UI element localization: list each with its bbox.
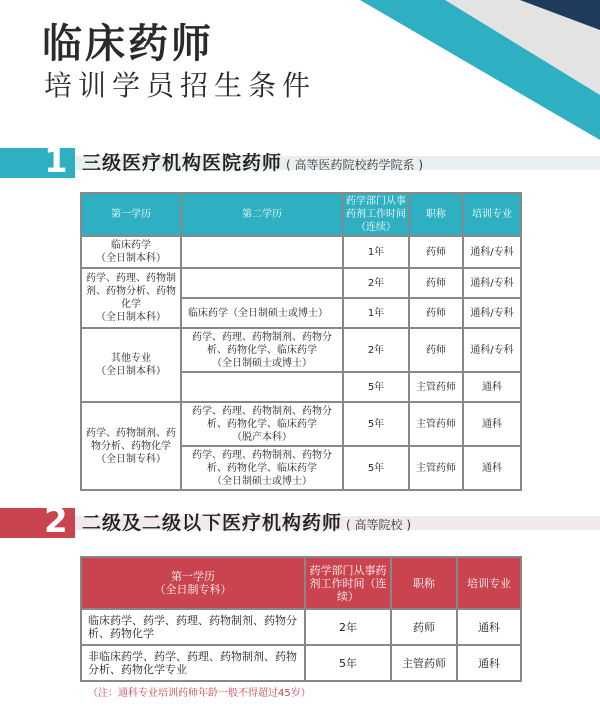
header-edu2: 第二学历 — [182, 194, 342, 235]
table-row — [82, 646, 520, 680]
cell-title: 药师 — [392, 610, 456, 644]
header-specialty: 培训专业 — [458, 558, 520, 608]
cell-work: 5年 — [344, 403, 408, 445]
table-row — [82, 269, 520, 297]
cell-title: 主管药师 — [392, 646, 456, 680]
header-specialty: 培训专业 — [464, 194, 520, 235]
header-edu1: 第一学历 — [82, 194, 180, 235]
cell-edu1: 药学、药理、药物制剂、药物分析、药物化学 （全日制本科） — [82, 269, 180, 327]
cell-title: 主管药师 — [410, 373, 462, 401]
cell-work: 2年 — [306, 610, 390, 644]
section1-number: 1 — [44, 141, 68, 181]
header-work: 药学部门从事药剂工作时间（连续） — [346, 196, 406, 233]
section1-table — [80, 192, 522, 491]
section2-table — [80, 556, 522, 682]
cell-specialty: 通科/专科 — [464, 329, 520, 371]
cell-title: 主管药师 — [410, 447, 462, 489]
section2-subtitle: ( 高等院校 ) — [346, 518, 412, 532]
cell-title: 药师 — [410, 299, 462, 327]
cell-work: 5年 — [344, 447, 408, 489]
footnote: （注：通科专业培训药师年龄一般不得超过45岁） — [88, 688, 311, 699]
cell-title: 药师 — [410, 237, 462, 267]
table-row — [82, 610, 520, 644]
cell-edu1: 药学、药物制剂、药物分析、药物化学 （全日制专科） — [82, 403, 180, 489]
cell-title: 药师 — [410, 329, 462, 371]
header-edu1: 第一学历 （全日制专科） — [82, 558, 304, 608]
cell-edu1: 其他专业 （全日制本科） — [82, 329, 180, 401]
page-title: 临床药师 — [42, 21, 214, 67]
cell-edu2 — [182, 373, 342, 401]
cell-work: 5年 — [344, 373, 408, 401]
cell-specialty: 通科 — [458, 610, 520, 644]
cell-edu2: 药学、药理、药物制剂、药物分析、药物化学、临床药学 （脱产本科） — [182, 403, 342, 445]
cell-specialty: 通科/专科 — [464, 237, 520, 267]
cell-edu2 — [182, 237, 342, 267]
cell-edu1: 临床药学 （全日制本科） — [82, 237, 180, 267]
section1-subtitle: ( 高等医药院校药学院系 ) — [286, 158, 424, 172]
cell-specialty: 通科 — [458, 646, 520, 680]
cell-work: 5年 — [306, 646, 390, 680]
section2-title: 二级及二级以下医疗机构药师 ( 高等院校 ) — [82, 512, 412, 534]
cell-edu1: 非临床药学、药学、药理、药物制剂、药物分析、药物化学专业 — [82, 646, 304, 680]
cell-edu2: 临床药学（全日制硕士或博士） — [182, 299, 342, 327]
cell-specialty: 通科 — [464, 403, 520, 445]
cell-work: 1年 — [344, 237, 408, 267]
cell-edu2: 药学、药理、药物制剂、药物分析、药物化学、临床药学 （全日制硕士或博士） — [182, 447, 342, 489]
cell-edu1: 临床药学、药学、药理、药物制剂、药物分析、药物化学 — [82, 610, 304, 644]
cell-title: 主管药师 — [410, 403, 462, 445]
table-row — [82, 329, 520, 371]
header-work: 药学部门从事药剂工作时间（连续） — [306, 558, 390, 608]
cell-edu2 — [182, 269, 342, 297]
cell-specialty: 通科/专科 — [464, 299, 520, 327]
table-row — [82, 237, 520, 267]
cell-specialty: 通科 — [464, 373, 520, 401]
cell-edu2: 药学、药理、药物制剂、药物分析、药物化学、临床药学 （全日制硕士或博士） — [182, 329, 342, 371]
section1-title: 三级医疗机构医院药师 ( 高等医药院校药学院系 ) — [82, 152, 424, 174]
cell-title: 药师 — [410, 269, 462, 297]
table-row — [82, 403, 520, 445]
cell-work: 2年 — [344, 269, 408, 297]
header-title: 职称 — [392, 558, 456, 608]
page-subtitle: 培训学员招生条件 — [44, 69, 317, 102]
cell-work: 1年 — [344, 299, 408, 327]
cell-specialty: 通科/专科 — [464, 269, 520, 297]
cell-specialty: 通科 — [464, 447, 520, 489]
cell-work: 2年 — [344, 329, 408, 371]
section2-number: 2 — [44, 501, 68, 541]
header-title: 职称 — [410, 194, 462, 235]
